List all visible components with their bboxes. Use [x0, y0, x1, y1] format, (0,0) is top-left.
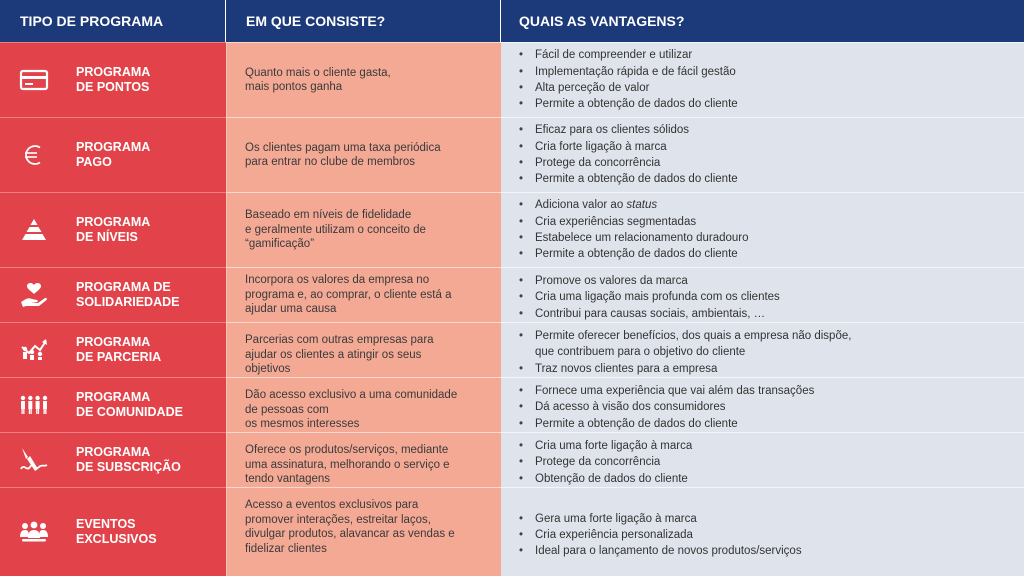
- program-type-cell: [0, 42, 226, 117]
- signature-icon: [16, 444, 52, 476]
- program-type-cell: [0, 432, 226, 487]
- advantage-item: • Gera uma forte ligação à marca: [519, 511, 802, 527]
- advantage-item: • Contribui para causas sociais, ambientais, …: [519, 306, 780, 322]
- advantage-item: • Permite a obtenção de dados do cliente: [519, 96, 738, 112]
- advantage-item: • Dá acesso à visão dos consumidores: [519, 399, 814, 415]
- advantage-item: • Fornece uma experiência que vai além das transações: [519, 383, 814, 399]
- program-advantages: [501, 432, 1024, 487]
- card-icon: [16, 64, 52, 96]
- program-type-cell: [0, 192, 226, 267]
- advantage-item: • Promove os valores da marca: [519, 273, 780, 289]
- program-description: Quanto mais o cliente gasta, mais pontos ganha: [226, 42, 501, 117]
- program-advantages: [501, 377, 1024, 432]
- header-advantages: QUAIS AS VANTAGENS?: [501, 0, 1024, 42]
- program-description: Oferece os produtos/serviços, mediante uma assinatura, melhorando o serviço e tendo vantagens: [226, 432, 501, 487]
- program-name: PROGRAMA DE NÍVEIS: [76, 215, 151, 244]
- advantage-item: • Eficaz para os clientes sólidos: [519, 122, 738, 138]
- program-description: Incorpora os valores da empresa no programa e, ao comprar, o cliente está a ajudar uma causa: [226, 267, 501, 322]
- community-icon: [16, 389, 52, 421]
- advantage-item: • Protege da concorrência: [519, 454, 692, 470]
- advantage-item: • Cria forte ligação à marca: [519, 139, 738, 155]
- advantage-item: • Alta perceção de valor: [519, 80, 738, 96]
- program-type-cell: [0, 117, 226, 192]
- program-advantages: [501, 192, 1024, 267]
- advantage-item: • Permite oferecer benefícios, dos quais a empresa não dispõe, que contribuem para o objetivo do cliente: [519, 328, 851, 361]
- header-what-is-it: EM QUE CONSISTE?: [226, 0, 501, 42]
- heart-hand-icon: [16, 279, 52, 311]
- program-name: PROGRAMA PAGO: [76, 140, 151, 169]
- advantage-item: • Implementação rápida e de fácil gestão: [519, 64, 738, 80]
- program-description: Os clientes pagam uma taxa periódica para entrar no clube de membros: [226, 117, 501, 192]
- group-icon: [16, 516, 52, 548]
- advantage-item: • Permite a obtenção de dados do cliente: [519, 171, 738, 187]
- program-type-cell: [0, 377, 226, 432]
- program-description: Baseado em níveis de fidelidade e geralmente utilizam o conceito de “gamificação”: [226, 192, 501, 267]
- advantage-item: • Permite a obtenção de dados do cliente: [519, 416, 814, 432]
- advantage-item: • Cria experiências segmentadas: [519, 214, 749, 230]
- advantage-item: • Estabelece um relacionamento duradouro: [519, 230, 749, 246]
- program-description: Dão acesso exclusivo a uma comunidade de pessoas com os mesmos interesses: [226, 377, 501, 432]
- program-name: PROGRAMA DE PONTOS: [76, 65, 151, 94]
- program-type-cell: [0, 322, 226, 377]
- program-type-cell: [0, 267, 226, 322]
- program-name: PROGRAMA DE SOLIDARIEDADE: [76, 280, 180, 309]
- program-name: PROGRAMA DE COMUNIDADE: [76, 390, 183, 419]
- program-name: PROGRAMA DE PARCERIA: [76, 335, 162, 364]
- program-description: Parcerias com outras empresas para ajudar os clientes a atingir os seus objetivos: [226, 322, 501, 377]
- advantage-item: • Ideal para o lançamento de novos produtos/serviços: [519, 543, 802, 559]
- partners-growth-icon: [16, 334, 52, 366]
- advantage-item: • Fácil de compreender e utilizar: [519, 47, 738, 63]
- advantage-item: • Permite a obtenção de dados do cliente: [519, 246, 749, 262]
- advantage-item: • Cria uma ligação mais profunda com os clientes: [519, 289, 780, 305]
- program-type-cell: [0, 487, 226, 576]
- program-name: EVENTOS EXCLUSIVOS: [76, 517, 157, 546]
- program-advantages: [501, 42, 1024, 117]
- advantage-item: • Cria uma forte ligação à marca: [519, 438, 692, 454]
- advantage-item: • Traz novos clientes para a empresa: [519, 361, 851, 377]
- advantage-emphasis: status: [626, 199, 658, 212]
- pyramid-icon: [16, 214, 52, 246]
- advantage-item: • Cria experiência personalizada: [519, 527, 802, 543]
- program-advantages: [501, 117, 1024, 192]
- advantage-item: • Obtenção de dados do cliente: [519, 471, 692, 487]
- advantage-item: [519, 197, 749, 213]
- advantage-item: • Protege da concorrência: [519, 155, 738, 171]
- program-advantages: [501, 267, 1024, 322]
- program-advantages: [501, 322, 1024, 377]
- advantage-text: Adiciona valor ao status: [535, 199, 658, 212]
- program-name: PROGRAMA DE SUBSCRIÇÃO: [76, 445, 181, 474]
- program-advantages: [501, 487, 1024, 576]
- program-description: Acesso a eventos exclusivos para promover interações, estreitar laços, divulgar produtos, alavancar as vendas e fidelizar clientes: [226, 487, 501, 576]
- header-program-type: TIPO DE PROGRAMA: [0, 0, 226, 42]
- euro-icon: [16, 139, 52, 171]
